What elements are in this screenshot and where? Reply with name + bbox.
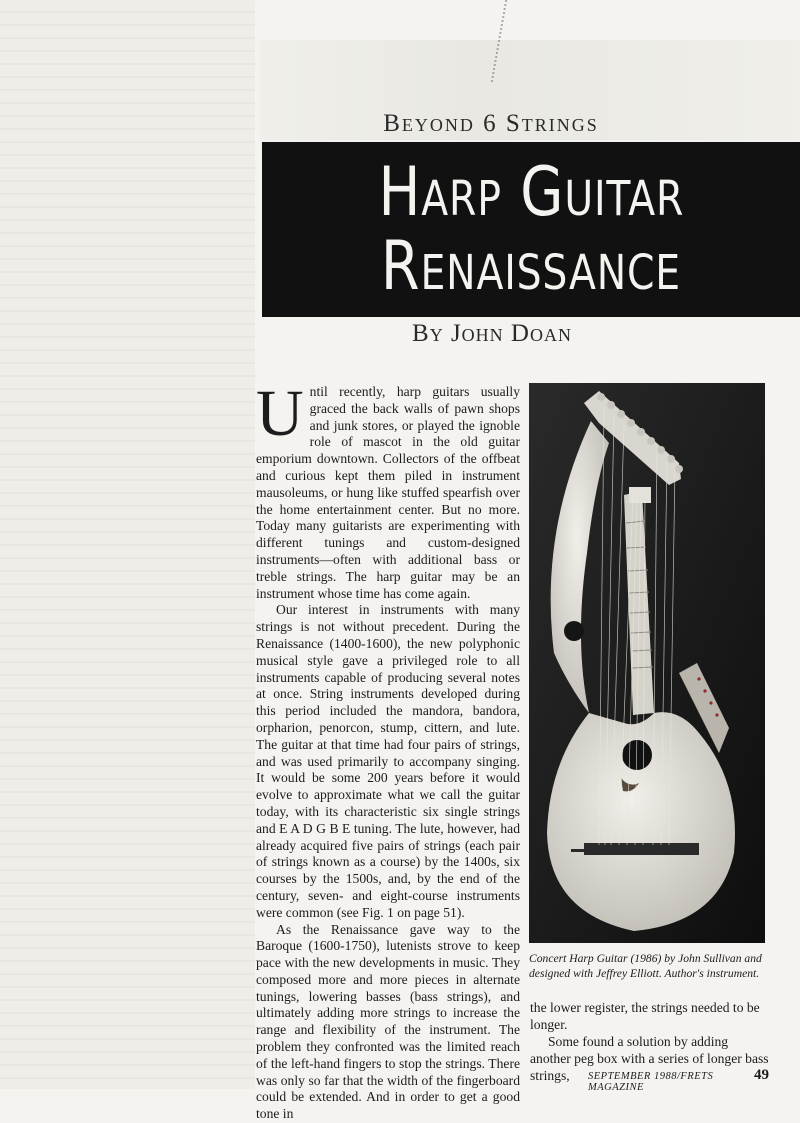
- paragraph-1-text: ntil recently, harp guitars usually graced the back walls of pawn shops and junk stores, or played the ignoble role of mascot in the old guitar emporium downtown. Collectors of the offbeat and curious kept them piled in instrument mausoleums, or hung like stuffed spearfish over the home entertainment center. But no more. Today many guitarists are experimenting with different tunings and custom-designed instruments—often with additional bass or treble strings. The harp guitar may be an instrument whose time has come again.: [256, 384, 520, 601]
- page-number: 49: [754, 1067, 769, 1084]
- photo-caption: Concert Harp Guitar (1986) by John Sullivan and designed with Jeffrey Elliott. Author's instrument.: [529, 952, 769, 981]
- harp-guitar-photo: [529, 383, 765, 943]
- footer-folio: SEPTEMBER 1988/FRETS MAGAZINE: [588, 1071, 768, 1093]
- continued-paragraph-1: the lower register, the strings needed to be longer.: [530, 999, 770, 1033]
- section-kicker: Beyond 6 Strings: [262, 110, 720, 138]
- drop-cap: U: [256, 388, 304, 440]
- title-line-1: Harp Guitar: [378, 156, 684, 230]
- article-column-1: [256, 384, 520, 1123]
- paragraph-1: [256, 384, 520, 602]
- bleed-through-left: [0, 0, 255, 1089]
- byline: By John Doan: [262, 320, 722, 348]
- title-band: [262, 142, 800, 317]
- harp-guitar-illustration: [529, 383, 765, 943]
- paragraph-3: As the Renaissance gave way to the Baroque (1600-1750), lutenists strove to keep pace with the new developments in music. They composed more and more pieces in alternate tunings, lowering basses (bass strings), and ultimately adding more strings to increase the range and flexibility of the instrument. The problem they confronted was the limited reach of the left-hand fingers to stop the strings. There was only so far that the width of the fingerboard could be extended. And in order to get a good tone in: [256, 922, 520, 1123]
- continued-paragraph-2: Some found a solution by adding another peg box with a series of longer bass strings,: [530, 1033, 770, 1084]
- title-line-2: Renaissance: [381, 230, 681, 304]
- paragraph-2: Our interest in instruments with many strings is not without precedent. During the Renaissance (1400-1600), the new polyphonic musical style gave a privileged role to all instruments capable of producing several notes at once. String instruments developed during this period included the mandora, bandora, orpharion, penorcon, stump, cittern, and lute. The guitar at that time had four pairs of strings, and was used primarily to accompany singing. It would be some 200 years before it would evolve to approximate what we call the guitar today, with its characteristic six single strings and E A D G B E tuning. The lute, however, had already acquired five pairs of strings (each pair of strings known as a course) by the 1400s, six courses by the 1500s, and, by the end of the century, seven- and eight-course instruments were common (see Fig. 1 on page 51).: [256, 602, 520, 921]
